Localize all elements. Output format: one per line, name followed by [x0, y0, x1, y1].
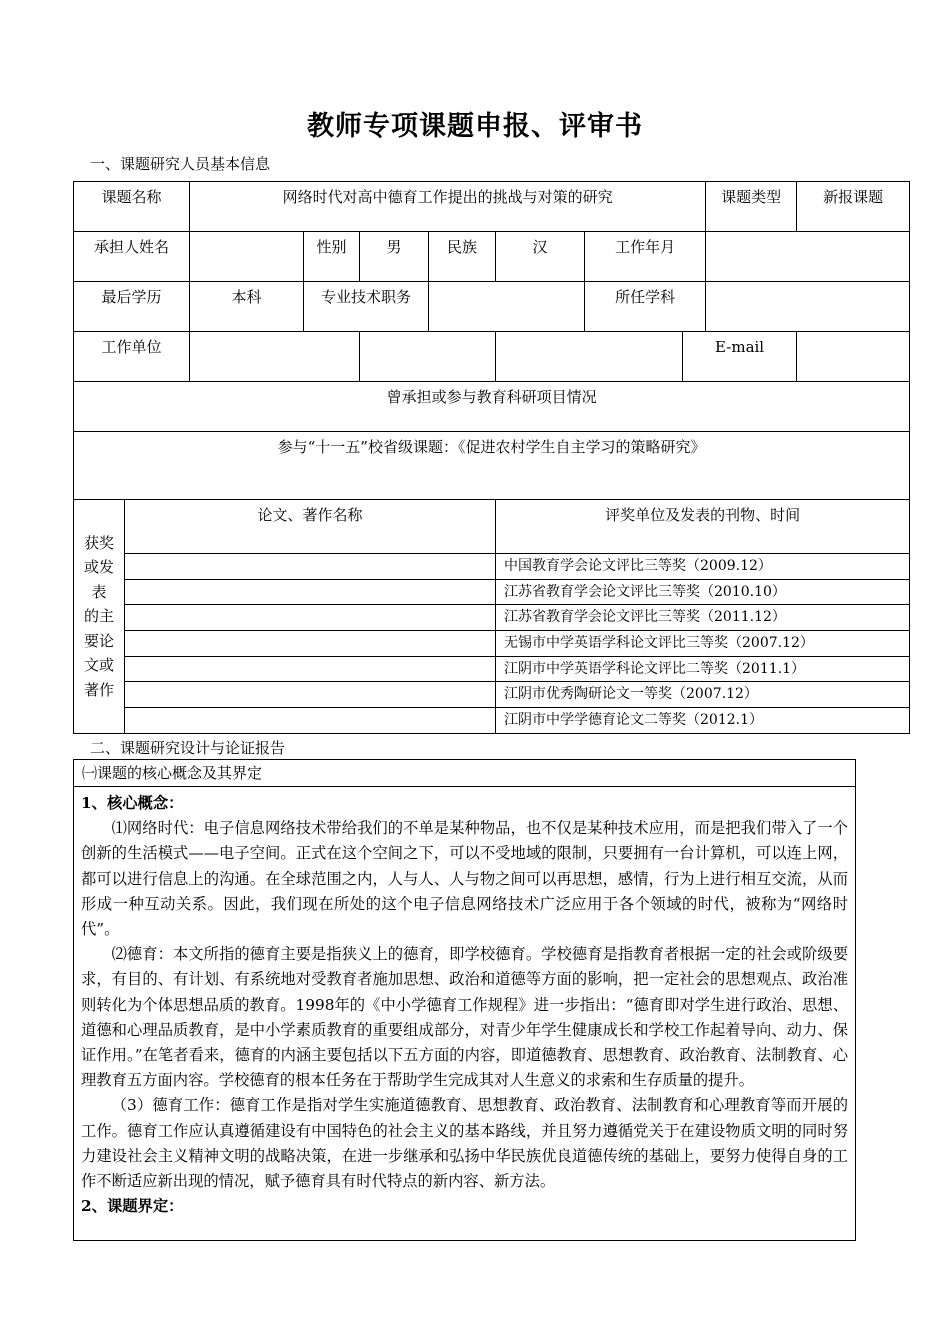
professional-title-value[interactable] [429, 282, 585, 332]
award-name-cell[interactable] [125, 708, 496, 734]
award-name-cell[interactable] [125, 682, 496, 708]
education-value[interactable]: 本科 [190, 282, 304, 332]
awards-col-unit-header: 评奖单位及发表的刊物、时间 [496, 500, 910, 554]
topic-type-label: 课题类型 [706, 182, 797, 232]
education-label: 最后学历 [74, 282, 190, 332]
ethnicity-label: 民族 [429, 232, 496, 282]
paragraph-network-era: ⑴网络时代：电子信息网络技术带给我们的不单是某种物品，也不仅是某种技术应用，而是把我们带入了一个创新的生活模式——电子空间。正式在这个空间之下，可以不受地域的限制，只要拥有一台计算机，可以连上网，都可以进行信息上的沟通。在全球范围之内，人与人、人与物之间可以再思想，感情，行为上进行相互交流，从而形成一种互动关系。因此，我们现在所处的这个电子信息网络技术广泛应用于各个领域的时代，被称为“网络时代”。 [81, 819, 848, 939]
award-name-cell[interactable] [125, 579, 496, 605]
work-unit-label: 工作单位 [74, 332, 190, 382]
award-unit-cell[interactable]: 中国教育学会论文评比三等奖（2009.12） [496, 554, 910, 580]
projects-header: 曾承担或参与教育科研项目情况 [74, 382, 910, 432]
topic-definition-heading: 2、课题界定： [81, 1197, 184, 1216]
gender-label: 性别 [304, 232, 360, 282]
email-value[interactable] [797, 332, 910, 382]
subject-label: 所任学科 [585, 282, 706, 332]
professional-title-label: 专业技术职务 [304, 282, 429, 332]
email-label: E-mail [683, 332, 797, 382]
core-concepts-heading: 1、核心概念： [81, 794, 184, 812]
award-unit-cell[interactable]: 江阴市中学英语学科论文评比二等奖（2011.1） [496, 656, 910, 682]
subject-value[interactable] [706, 282, 910, 332]
projects-content[interactable]: 参与“十一五”校省级课题：《促进农村学生自主学习的策略研究》 [74, 432, 910, 500]
work-years-value[interactable] [706, 232, 910, 282]
awards-col-name-header: 论文、著作名称 [125, 500, 496, 554]
awards-side-line: 或发 [83, 558, 114, 577]
work-unit-value-3[interactable] [496, 332, 683, 382]
gender-value[interactable]: 男 [360, 232, 429, 282]
topic-type-value[interactable]: 新报课题 [797, 182, 910, 232]
report-body[interactable] [74, 787, 855, 1219]
award-name-cell[interactable] [125, 554, 496, 580]
award-name-cell[interactable] [125, 656, 496, 682]
basic-info-table [73, 181, 910, 734]
awards-side-line: 表 [91, 582, 107, 601]
report-box [73, 759, 856, 1241]
award-unit-cell[interactable]: 江苏省教育学会论文评比三等奖（2011.12） [496, 605, 910, 631]
topic-name-label: 课题名称 [74, 182, 190, 232]
paragraph-moral-work: （3）德育工作：德育工作是指对学生实施道德教育、思想教育、政治教育、法制教育和心理教育等而开展的工作。德育工作应认真遵循建设有中国特色的社会主义的基本路线，并且努力遵循党关于在建设物质文明的同时努力建设社会主义精神文明的战略决策，在进一步继承和弘扬中华民族优良道德传统的基础上，要努力使得自身的工作不断适应新出现的情况，赋予德育具有时代特点的新内容、新方法。 [81, 1096, 848, 1191]
award-unit-cell[interactable]: 江阴市中学学德育论文二等奖（2012.1） [496, 708, 910, 734]
awards-side-line: 要论 [83, 631, 114, 650]
section-report-heading: 二、课题研究设计与论证报告 [90, 739, 286, 757]
award-unit-cell[interactable]: 江苏省教育学会论文评比三等奖（2010.10） [496, 579, 910, 605]
awards-side-label [74, 500, 125, 734]
award-unit-cell[interactable]: 无锡市中学英语学科论文评比三等奖（2007.12） [496, 631, 910, 657]
report-box-title: ㈠课题的核心概念及其界定 [74, 760, 855, 787]
awards-side-line: 获奖 [83, 533, 114, 552]
awards-side-line: 的主 [83, 607, 114, 626]
award-name-cell[interactable] [125, 631, 496, 657]
award-name-cell[interactable] [125, 605, 496, 631]
awards-side-line: 著作 [83, 680, 114, 699]
awards-side-line: 文或 [83, 656, 114, 675]
page-title: 教师专项课题申报、评审书 [307, 111, 643, 142]
topic-name-value[interactable]: 网络时代对高中德育工作提出的挑战与对策的研究 [190, 182, 706, 232]
paragraph-moral-education: ⑵德育：本文所指的德育主要是指狭义上的德育，即学校德育。学校德育是指教育者根据一定的社会或阶级要求，有目的、有计划、有系统地对受教育者施加思想、政治和道德等方面的影响，把一定社会的思想观点、政治准则转化为个体思想品质的教育。1998年的《中小学德育工作规程》进一步指出：“德育即对学生进行政治、思想、道德和心理品质教育，是中小学素质教育的重要组成部分，对青少年学生健康成长和学校工作起着导向、动力、保证作用。”在笔者看来，德育的内涵主要包括以下五方面的内容，即道德教育、思想教育、政治教育、法制教育、心理教育五方面内容。学校德育的根本任务在于帮助学生完成其对人生意义的求索和生存质量的提升。 [81, 945, 848, 1090]
work-years-label: 工作年月 [585, 232, 706, 282]
person-name-label: 承担人姓名 [74, 232, 190, 282]
work-unit-value-2[interactable] [360, 332, 496, 382]
work-unit-value-1[interactable] [190, 332, 360, 382]
person-name-value[interactable] [190, 232, 304, 282]
award-unit-cell[interactable]: 江阴市优秀陶研论文一等奖（2007.12） [496, 682, 910, 708]
ethnicity-value[interactable]: 汉 [496, 232, 585, 282]
section-basic-info-heading: 一、课题研究人员基本信息 [90, 155, 271, 173]
